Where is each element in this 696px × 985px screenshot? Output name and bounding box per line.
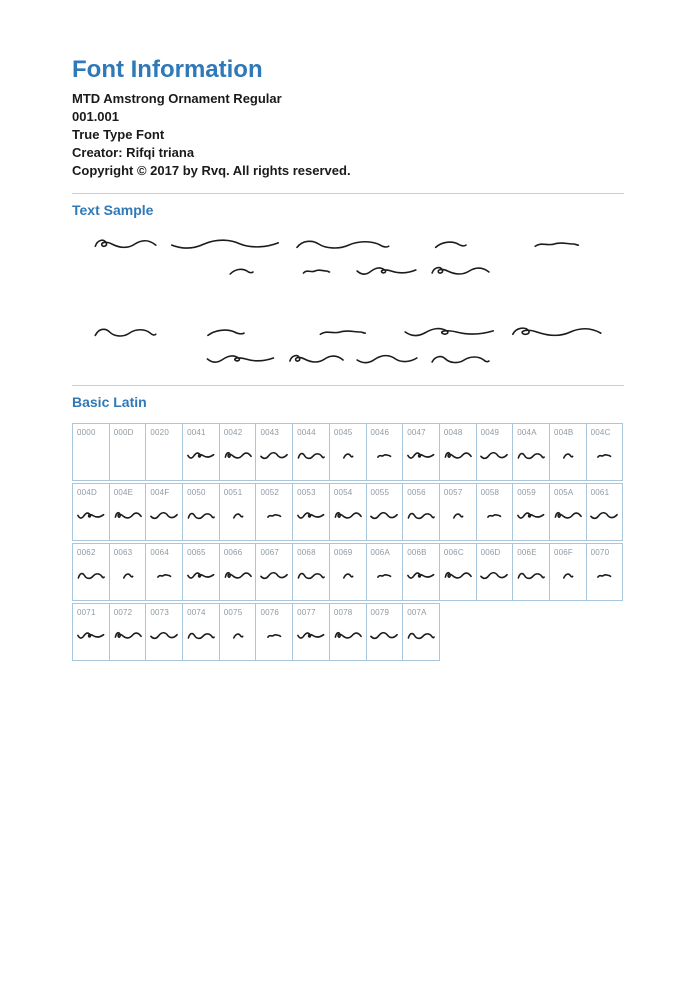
ornament-swash-glyph (187, 509, 215, 522)
glyph-code-label: 000D (113, 428, 134, 437)
glyph-preview (403, 626, 439, 644)
glyph-code-label: 0043 (260, 428, 280, 437)
glyph-code-label: 0075 (223, 608, 243, 617)
glyph-cell (293, 604, 330, 661)
basic-latin-glyph-grid (72, 423, 624, 701)
glyph-cell (439, 544, 476, 601)
ornament-swash-glyph (287, 351, 345, 367)
font-copyright: Copyright © 2017 by Rvq. All rights reserved. (72, 163, 351, 178)
glyph-cell (146, 544, 183, 601)
glyph-preview (513, 506, 549, 524)
ornament-swash-glyph (480, 509, 508, 522)
glyph-cell (146, 484, 183, 541)
glyph-code-label: 0076 (260, 608, 280, 617)
glyph-code-label: 0079 (370, 608, 390, 617)
ornament-swash-glyph (114, 509, 142, 522)
glyph-cell (476, 484, 513, 541)
glyph-cell (329, 484, 366, 541)
ornament-swash-glyph (260, 509, 288, 522)
glyph-code-label: 0056 (407, 488, 426, 497)
ornament-swash-glyph (187, 449, 215, 462)
glyph-code-label: 0063 (113, 548, 133, 557)
glyph-code-label: 0058 (480, 488, 500, 497)
ornament-swash-glyph (292, 323, 392, 341)
glyph-code-label: 0059 (517, 488, 536, 497)
glyph-grid-row (72, 603, 440, 661)
ornament-swash-glyph (297, 449, 325, 462)
ornament-swash-glyph (260, 449, 288, 462)
glyph-cell (476, 424, 513, 481)
glyph-cell (293, 424, 330, 481)
glyph-cell (183, 604, 220, 661)
ornament-swash-glyph (224, 569, 252, 582)
glyph-code-label: 0073 (150, 608, 169, 617)
glyph-cell (549, 544, 586, 601)
glyph-preview (477, 566, 513, 584)
glyph-cell (219, 424, 256, 481)
glyph-code-label: 0045 (333, 428, 353, 437)
ornament-swash-glyph (370, 509, 398, 522)
glyph-code-label: 0077 (297, 608, 316, 617)
glyph-preview (293, 446, 329, 464)
glyph-code-label: 0048 (443, 428, 463, 437)
text-sample-line (72, 257, 624, 284)
glyph-code-label: 0042 (223, 428, 243, 437)
glyph-code-label: 006A (370, 548, 390, 557)
ornament-swash-glyph (150, 509, 178, 522)
glyph-cell (366, 604, 403, 661)
glyph-preview (256, 566, 292, 584)
glyph-cell (586, 424, 623, 481)
glyph-preview (110, 506, 146, 524)
glyph-cell (73, 544, 110, 601)
glyph-preview (110, 626, 146, 644)
text-sample-line (72, 230, 624, 257)
glyph-code-label: 0074 (187, 608, 206, 617)
glyph-code-label: 0062 (77, 548, 96, 557)
basic-latin-heading: Basic Latin (72, 394, 147, 410)
ornament-swash-glyph (444, 509, 472, 522)
page-title: Font Information (72, 56, 263, 83)
ornament-swash-glyph (292, 235, 392, 253)
glyph-cell (109, 604, 146, 661)
ornament-swash-glyph (92, 235, 158, 253)
glyph-preview (73, 626, 109, 644)
glyph-cell (256, 604, 293, 661)
text-sample-area (72, 230, 624, 372)
glyph-preview (587, 566, 623, 584)
glyph-cell (256, 484, 293, 541)
glyph-code-label: 0069 (333, 548, 353, 557)
glyph-cell (109, 484, 146, 541)
glyph-preview (440, 506, 476, 524)
glyph-cell (513, 484, 550, 541)
ornament-swash-glyph (429, 351, 491, 367)
glyph-preview (256, 446, 292, 464)
glyph-code-label: 0071 (77, 608, 96, 617)
glyph-preview (220, 446, 256, 464)
glyph-cell (586, 544, 623, 601)
glyph-preview (293, 626, 329, 644)
glyph-cell (109, 424, 146, 481)
ornament-swash-glyph (508, 235, 604, 253)
glyph-cell (256, 424, 293, 481)
ornament-swash-glyph (334, 509, 362, 522)
glyph-cell (366, 544, 403, 601)
glyph-code-label: 0049 (480, 428, 500, 437)
glyph-preview (183, 566, 219, 584)
glyph-preview (146, 626, 182, 644)
ornament-swash-glyph (77, 569, 105, 582)
text-sample-block (72, 318, 624, 372)
glyph-cell (366, 424, 403, 481)
glyph-code-label: 0051 (223, 488, 243, 497)
ornament-swash-glyph (517, 569, 545, 582)
glyph-code-label: 0068 (297, 548, 316, 557)
ornament-swash-glyph (224, 509, 252, 522)
ornament-swash-glyph (554, 569, 582, 582)
font-type: True Type Font (72, 127, 165, 142)
glyph-code-label: 004A (517, 428, 537, 437)
glyph-preview (183, 446, 219, 464)
ornament-swash-glyph (407, 569, 435, 582)
ornament-swash-glyph (590, 569, 618, 582)
ornament-swash-glyph (554, 449, 582, 462)
glyph-code-label: 005A (553, 488, 574, 497)
glyph-code-label: 0064 (150, 548, 169, 557)
glyph-preview (440, 566, 476, 584)
font-version: 001.001 (72, 109, 119, 124)
ornament-swash-glyph (554, 509, 582, 522)
glyph-cell (403, 604, 440, 661)
glyph-cell (256, 544, 293, 601)
glyph-preview (293, 566, 329, 584)
ornament-swash-glyph (77, 509, 105, 522)
glyph-cell (329, 544, 366, 601)
glyph-code-label: 0078 (333, 608, 353, 617)
ornament-swash-glyph (590, 449, 618, 462)
ornament-swash-glyph (224, 449, 252, 462)
glyph-preview (477, 446, 513, 464)
ornament-swash-glyph (334, 569, 362, 582)
glyph-preview (367, 566, 403, 584)
glyph-preview (256, 506, 292, 524)
glyph-preview (73, 566, 109, 584)
text-sample-line (72, 345, 624, 372)
ornament-swash-glyph (334, 449, 362, 462)
glyph-preview (587, 506, 623, 524)
ornament-swash-glyph (407, 449, 435, 462)
glyph-cell (549, 424, 586, 481)
glyph-preview (110, 566, 146, 584)
ornament-swash-glyph (77, 629, 105, 642)
section-divider (72, 193, 624, 194)
glyph-preview (367, 446, 403, 464)
glyph-code-label: 0072 (113, 608, 133, 617)
glyph-code-label: 0055 (370, 488, 390, 497)
ornament-swash-glyph (402, 235, 498, 253)
glyph-cell (183, 484, 220, 541)
text-sample-line (72, 318, 624, 345)
ornament-swash-glyph (508, 323, 604, 341)
glyph-cell (219, 604, 256, 661)
ornament-swash-glyph (187, 629, 215, 642)
glyph-code-label: 004D (77, 488, 97, 497)
ornament-swash-glyph (92, 323, 158, 341)
glyph-cell (109, 544, 146, 601)
glyph-preview (146, 506, 182, 524)
ornament-swash-glyph (370, 629, 398, 642)
glyph-code-label: 0066 (223, 548, 243, 557)
glyph-grid-row (72, 543, 623, 601)
ornament-swash-glyph (517, 509, 545, 522)
glyph-preview (403, 566, 439, 584)
glyph-code-label: 006D (480, 548, 501, 557)
ornament-swash-glyph (590, 509, 618, 522)
glyph-cell (549, 484, 586, 541)
glyph-preview (513, 566, 549, 584)
glyph-grid-row (72, 423, 623, 481)
ornament-swash-glyph (402, 323, 498, 341)
glyph-preview (73, 506, 109, 524)
ornament-swash-glyph (334, 629, 362, 642)
ornament-swash-glyph (187, 569, 215, 582)
ornament-swash-glyph (297, 569, 325, 582)
glyph-preview (550, 446, 586, 464)
glyph-preview (403, 446, 439, 464)
ornament-swash-glyph (480, 569, 508, 582)
text-sample-block (72, 230, 624, 284)
glyph-code-label: 006E (517, 548, 537, 557)
ornament-swash-glyph (168, 235, 282, 253)
glyph-cell (219, 544, 256, 601)
glyph-cell (403, 484, 440, 541)
glyph-preview (256, 626, 292, 644)
glyph-preview (550, 506, 586, 524)
glyph-preview (403, 506, 439, 524)
glyph-cell (293, 544, 330, 601)
glyph-preview (330, 446, 366, 464)
glyph-cell (476, 544, 513, 601)
glyph-code-label: 004E (113, 488, 134, 497)
glyph-preview (146, 566, 182, 584)
ornament-swash-glyph (355, 351, 419, 367)
ornament-swash-glyph (168, 323, 282, 341)
glyph-preview (183, 626, 219, 644)
glyph-cell (73, 604, 110, 661)
glyph-code-label: 0053 (297, 488, 316, 497)
ornament-swash-glyph (517, 449, 545, 462)
section-divider (72, 385, 624, 386)
glyph-code-label: 006C (443, 548, 464, 557)
ornament-swash-glyph (297, 509, 325, 522)
glyph-cell (219, 484, 256, 541)
glyph-cell (439, 484, 476, 541)
ornament-swash-glyph (444, 569, 472, 582)
glyph-preview (367, 506, 403, 524)
glyph-preview (367, 626, 403, 644)
glyph-cell (586, 484, 623, 541)
glyph-cell (293, 484, 330, 541)
glyph-code-label: 0000 (77, 428, 96, 437)
glyph-preview (550, 566, 586, 584)
glyph-code-label: 0041 (187, 428, 206, 437)
glyph-preview (183, 506, 219, 524)
ornament-swash-glyph (224, 629, 252, 642)
glyph-preview (220, 506, 256, 524)
glyph-cell (366, 484, 403, 541)
glyph-cell (183, 544, 220, 601)
glyph-code-label: 007A (407, 608, 427, 617)
glyph-code-label: 0020 (150, 428, 169, 437)
glyph-code-label: 006B (407, 548, 427, 557)
glyph-code-label: 0050 (187, 488, 206, 497)
glyph-code-label: 004C (590, 428, 611, 437)
font-creator: Creator: Rifqi triana (72, 145, 195, 160)
ornament-swash-glyph (114, 629, 142, 642)
ornament-swash-glyph (260, 569, 288, 582)
ornament-swash-glyph (205, 351, 277, 367)
ornament-swash-glyph (429, 263, 491, 279)
ornament-swash-glyph (150, 569, 178, 582)
glyph-cell (73, 484, 110, 541)
ornament-swash-glyph (260, 629, 288, 642)
glyph-preview (220, 566, 256, 584)
glyph-preview (220, 626, 256, 644)
glyph-cell (73, 424, 110, 481)
ornament-swash-glyph (205, 263, 277, 279)
ornament-swash-glyph (150, 629, 178, 642)
ornament-swash-glyph (370, 569, 398, 582)
font-metadata (72, 90, 624, 180)
glyph-cell (146, 424, 183, 481)
glyph-code-label: 0044 (297, 428, 316, 437)
text-sample-heading: Text Sample (72, 202, 154, 218)
ornament-swash-glyph (407, 629, 435, 642)
glyph-cell (513, 424, 550, 481)
glyph-preview (477, 506, 513, 524)
ornament-swash-glyph (114, 569, 142, 582)
glyph-code-label: 0052 (260, 488, 280, 497)
glyph-cell (439, 424, 476, 481)
glyph-cell (146, 604, 183, 661)
glyph-preview (330, 566, 366, 584)
glyph-cell (329, 424, 366, 481)
glyph-code-label: 006F (553, 548, 573, 557)
glyph-preview (440, 446, 476, 464)
glyph-preview (587, 446, 623, 464)
glyph-preview (330, 626, 366, 644)
glyph-grid-row (72, 483, 623, 541)
ornament-swash-glyph (370, 449, 398, 462)
glyph-cell (403, 544, 440, 601)
ornament-swash-glyph (355, 263, 419, 279)
ornament-swash-glyph (287, 263, 345, 279)
glyph-cell (403, 424, 440, 481)
glyph-preview (330, 506, 366, 524)
glyph-code-label: 004F (150, 488, 170, 497)
glyph-code-label: 0047 (407, 428, 426, 437)
glyph-code-label: 0070 (590, 548, 610, 557)
glyph-code-label: 0057 (443, 488, 463, 497)
glyph-code-label: 0061 (590, 488, 610, 497)
font-name: MTD Amstrong Ornament Regular (72, 91, 282, 106)
glyph-code-label: 0065 (187, 548, 206, 557)
glyph-preview (513, 446, 549, 464)
glyph-code-label: 0054 (333, 488, 353, 497)
ornament-swash-glyph (444, 449, 472, 462)
glyph-preview (293, 506, 329, 524)
ornament-swash-glyph (407, 509, 435, 522)
glyph-code-label: 004B (553, 428, 574, 437)
glyph-cell (329, 604, 366, 661)
ornament-swash-glyph (297, 629, 325, 642)
glyph-cell (183, 424, 220, 481)
ornament-swash-glyph (480, 449, 508, 462)
glyph-code-label: 0046 (370, 428, 390, 437)
glyph-cell (513, 544, 550, 601)
glyph-code-label: 0067 (260, 548, 280, 557)
